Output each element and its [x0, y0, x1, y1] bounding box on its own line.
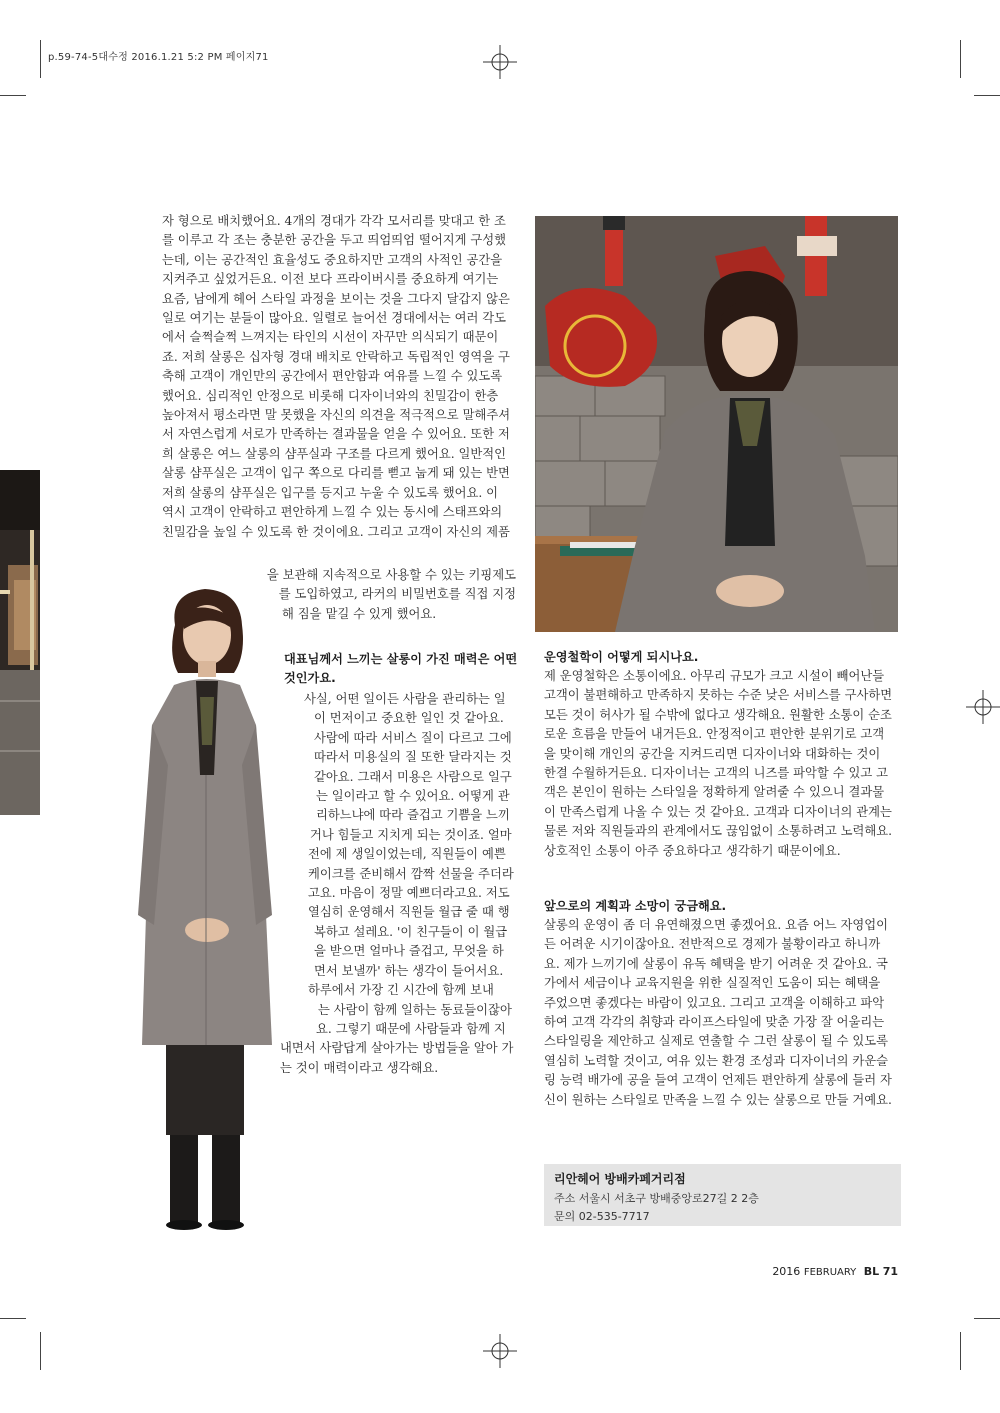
- folio-page: 71: [882, 1265, 898, 1278]
- text-line: 같아요. 그래서 미용은 사람으로 일구: [314, 769, 512, 784]
- text-line: 높아져서 평소라면 말 못했을 자신의 의견을 적극적으로 말해주셔: [162, 408, 511, 423]
- text-line: 저희 살롱의 샴푸실은 입구를 등지고 누울 수 있도록 했어요. 이: [162, 485, 499, 500]
- crop-mark: [40, 1332, 41, 1370]
- salon-interior-photo-edge: [0, 470, 40, 815]
- text-line: 이 먼저이고 중요한 일인 것 같아요.: [314, 711, 504, 726]
- text-line: 희 살롱은 여느 살롱의 샴푸실과 구조를 다르게 했어요. 일반적인: [162, 446, 507, 461]
- text-line: 축해 고객이 개인만의 공간에서 편안함과 여유를 느낄 수 있도록: [162, 369, 503, 384]
- text-line: 서 자연스럽게 서로가 만족하는 결과물을 얻을 수 있어요. 또한 저: [162, 427, 510, 442]
- text-line: 하여 고객 각각의 취향과 라이프스타일에 맞춘 가장 잘 어울리는: [544, 1015, 885, 1030]
- text-line: 에서 슬쩍슬쩍 느껴지는 타인의 시선이 자꾸만 의식되기 때문이: [162, 330, 499, 345]
- salon-phone: 문의 02-535-7717: [554, 1210, 650, 1223]
- question-line: 것인가요.: [284, 671, 336, 685]
- salon-name: 리안헤어 방배카페거리점: [554, 1172, 686, 1186]
- text-line: 가에서 세금이나 교육지원을 위한 실질적인 도움이 되는 혜택을: [544, 976, 881, 991]
- interview-question: 앞으로의 계획과 소망이 궁금해요.: [544, 899, 727, 913]
- text-line: 를 도입하였고, 라커의 비밀번호를 직접 지정: [278, 587, 516, 602]
- text-line: 제 운영철학은 소통이에요. 아무리 규모가 크고 시설이 빼어난들: [544, 669, 885, 683]
- text-line: 죠. 저희 살롱은 십자형 경대 배치로 안락하고 독립적인 영역을 구: [162, 349, 510, 364]
- text-line: 살롱의 운영이 좀 더 유연해졌으면 좋겠어요. 요즘 어느 자영업이: [544, 918, 889, 932]
- question-line: 대표님께서 느끼는 살롱이 가진 매력은 어떤: [284, 652, 518, 666]
- text-line: 모든 것이 허사가 될 수밖에 없다고 생각해요. 원활한 소통이 순조: [544, 707, 892, 722]
- text-line: 역시 고객이 안락하고 편안하게 느낄 수 있는 동시에 스태프와의: [162, 505, 503, 520]
- text-line: 상호적인 소통이 아주 중요하다고 생각하기 때문이에요.: [544, 843, 841, 858]
- print-slug: p.59-74-5대수정 2016.1.21 5:2 PM 페이지71: [48, 52, 269, 63]
- interview-question: [284, 650, 518, 688]
- text-line: 이 만족스럽게 나올 수 있는 것 같아요. 고객과 디자이너의 관계는: [544, 804, 892, 819]
- text-line: 살롱 샴푸실은 고객이 입구 쪽으로 다리를 뻗고 눕게 돼 있는 반면: [162, 466, 510, 481]
- text-line: 해 짐을 맡길 수 있게 했어요.: [282, 606, 437, 621]
- text-line: 을 보관해 지속적으로 사용할 수 있는 키핑제도: [266, 568, 516, 582]
- text-line: 리하느냐에 따라 즐겁고 기쁨을 느끼: [316, 808, 510, 823]
- text-line: 고요. 마음이 정말 예쁘더라고요. 저도: [308, 886, 510, 901]
- registration-mark-icon: [483, 45, 517, 79]
- registration-mark-icon: [966, 690, 1000, 724]
- text-line: 고객이 불편해하고 만족하지 못하는 수준 낮은 서비스를 구사하면: [544, 688, 893, 703]
- text-line: 일로 여기는 분들이 많아요. 일렬로 늘어선 경대에서는 여러 각도: [162, 311, 507, 326]
- text-line: 주었으면 좋겠다는 바람이 있고요. 그리고 고객을 이해하고 파악: [544, 995, 885, 1010]
- text-line: 스타일링을 제안하고 실제로 연출할 수 그런 살롱이 될 수 있도록: [544, 1034, 889, 1049]
- text-line: 한결 수월하거든요. 디자이너는 고객의 니즈를 파악할 수 있고 고: [544, 766, 889, 781]
- text-line: 을 맞이해 개인의 공간을 지켜드리면 디자이너와 대화하는 것이: [544, 746, 881, 761]
- text-line: 는데, 이는 공간적인 효율성도 중요하지만 고객의 사적인 공간을: [162, 252, 503, 267]
- text-line: 복하고 설레요. '이 친구들이 이 월급: [314, 924, 508, 939]
- text-line: 요. 제가 느끼기에 살롱이 유독 혜택을 받기 어려운 것 같아요. 국: [544, 956, 888, 971]
- folio-year: 2016: [772, 1265, 801, 1278]
- salon-address: 주소 서울시 서초구 방배중앙로27길 2 2층: [554, 1192, 759, 1205]
- crop-mark: [974, 1318, 1000, 1319]
- folio-magazine: BL: [863, 1265, 880, 1278]
- crop-mark: [0, 1318, 26, 1319]
- text-line: 사람에 따라 서비스 질이 다르고 그에: [314, 730, 512, 745]
- text-line: 를 이루고 각 조는 충분한 공간을 두고 띄엄띄엄 떨어지게 구성했: [162, 233, 507, 248]
- interview-question: 운영철학이 어떻게 되시나요.: [544, 650, 699, 664]
- text-line: 을 받으면 얼마나 즐겁고, 무엇을 하: [314, 944, 504, 959]
- crop-mark: [40, 40, 41, 78]
- interview-answer: [544, 916, 904, 1110]
- text-line: 거나 힘들고 지치게 되는 것이죠. 얼마: [310, 827, 512, 842]
- text-line: 열심히 운영해서 직원들 월급 줄 때 행: [308, 905, 510, 920]
- text-line: 객은 본인이 원하는 스타일을 정확하게 알려줄 수 있으니 결과물: [544, 785, 885, 800]
- seated-portrait-photo: [535, 216, 898, 632]
- text-line: 케이크를 준비해서 깜짝 선물을 주더라: [308, 866, 514, 881]
- registration-mark-icon: [483, 1334, 517, 1368]
- text-line: 는 사람이 함께 일하는 동료들이잖아: [318, 1002, 512, 1017]
- text-line: 열심히 노력할 것이고, 여유 있는 환경 조성과 디자이너의 카운슬: [544, 1053, 889, 1068]
- text-line: 로운 흐름을 만들어 내거든요. 안정적이고 편안한 분위기로 고객: [544, 727, 885, 742]
- left-column-wrap-text: [256, 566, 516, 624]
- text-line: 면서 보낼까' 하는 생각이 들어서요.: [314, 963, 504, 978]
- crop-mark: [960, 1332, 961, 1370]
- text-line: 링 능력 배가에 공을 들여 고객이 언제든 편안하게 살롱에 들러 자: [544, 1073, 892, 1088]
- text-line: 신이 원하는 스타일로 만족을 느낄 수 있는 살롱으로 만들 거예요.: [544, 1092, 892, 1107]
- text-line: 물론 저와 직원들과의 관계에서도 끊임없이 소통하려고 노력해요.: [544, 824, 893, 839]
- left-column-text: [162, 212, 516, 542]
- text-line: 내면서 사람답게 살아가는 방법들을 알아 가: [280, 1041, 514, 1056]
- text-line: 는 일이라고 할 수 있어요. 어떻게 관: [316, 789, 510, 804]
- text-line: 는 것이 매력이라고 생각해요.: [280, 1060, 439, 1075]
- text-line: 자 형으로 배치했어요. 4개의 경대가 각각 모서리를 맞대고 한 조: [162, 214, 506, 228]
- portrait-cutout-photo: [130, 585, 280, 1230]
- crop-mark: [960, 40, 961, 78]
- text-line: 전에 제 생일이었는데, 직원들이 예쁜: [308, 847, 506, 862]
- interview-answer: [544, 667, 904, 861]
- folio-month: FEBRUARY: [803, 1267, 857, 1278]
- interview-answer: [270, 690, 520, 1078]
- text-line: 따라서 미용실의 질 또한 달라지는 것: [314, 750, 512, 765]
- text-line: 했어요. 심리적인 안정으로 비롯해 디자이너와의 친밀감이 한층: [162, 388, 499, 403]
- text-line: 하루에서 가장 긴 시간에 함께 보내: [308, 983, 494, 998]
- salon-info-box: [544, 1164, 901, 1226]
- text-line: 친밀감을 높일 수 있도록 한 것이에요. 그리고 고객이 자신의 제품: [162, 524, 510, 539]
- text-line: 요. 그렇기 때문에 사람들과 함께 지: [316, 1021, 506, 1036]
- crop-mark: [974, 95, 1000, 96]
- text-line: 요즘, 남에게 헤어 스타일 과정을 보이는 것을 그다지 달갑지 않은: [162, 291, 510, 306]
- page-folio: [772, 1265, 898, 1278]
- text-line: 사실, 어떤 일이든 사람을 관리하는 일: [304, 692, 506, 706]
- crop-mark: [0, 95, 26, 96]
- text-line: 지켜주고 싶었거든요. 이전 보다 프라이버시를 중요하게 여기는: [162, 272, 499, 287]
- text-line: 든 어려운 시기이잖아요. 전반적으로 경제가 불황이라고 하니까: [544, 937, 881, 952]
